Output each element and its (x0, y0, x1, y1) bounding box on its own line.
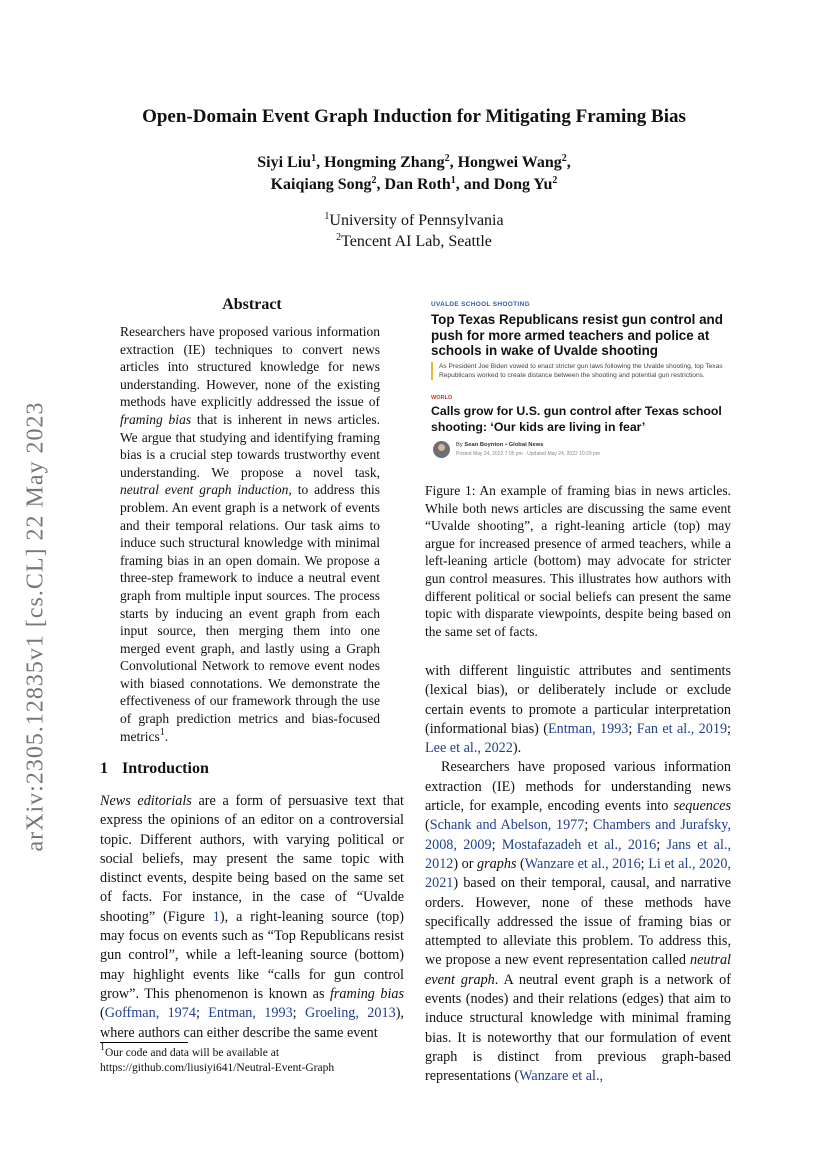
body-text: ; (292, 1005, 305, 1022)
byline-outlet: Global News (508, 442, 544, 448)
figure-headline-left-leaning: Calls grow for U.S. gun control after Texas school shooting: ‘Our kids are living in fear’ (431, 404, 722, 434)
figure-caption: Figure 1: An example of framing bias in news articles. While both news articles are discussing the same event “Uvalde shooting”, a right-leaning article (top) may argue for increased presence of armed teachers, while a left-leaning article (bottom) may advocate for stricter gun control measures. This illustrates how authors with different political or social beliefs can present the same topic with disparate viewpoints, despite being based on the same set of facts. (425, 483, 731, 639)
affiliation (0, 231, 828, 252)
body-text: ; (195, 1005, 209, 1022)
intro-paragraph (100, 792, 404, 1043)
body-text: ) based on their temporal, causal, and narrative orders. However, none of these methods have specifically addressed the issue of framing bias or attempted to alleviate this problem. To address this, we propose a new event representation called (425, 875, 731, 969)
body-text: ; (628, 720, 637, 737)
figure-dates: Posted May 24, 2022 7:05 pm · Updated May 24, 2022 10:29 pm (456, 451, 600, 457)
section-title: Introduction (122, 760, 209, 777)
body-text: Researchers have proposed various information extraction (IE) methods for understanding news article, for example, encoding events into (425, 759, 731, 815)
section-heading (100, 760, 209, 778)
affil-name: Tencent AI Lab, Seattle (341, 233, 492, 250)
figure-1-news-screenshots (427, 296, 737, 466)
author: Dong Yu (493, 176, 553, 193)
figure-byline (456, 442, 543, 448)
author: Hongming Zhang (324, 154, 445, 171)
section-number: 1 (100, 760, 108, 777)
figure-headline-right-leaning: Top Texas Republicans resist gun control and push for more armed teachers and police at schools in wake of Uvalde shooting (431, 312, 723, 358)
footnote (100, 1042, 404, 1076)
citation-link[interactable]: Mostafazadeh et al., 2016 (501, 836, 657, 853)
citation-link[interactable]: Wanzare et al., 2016 (524, 855, 641, 872)
body-text: ; (656, 836, 667, 853)
body-text: ), where authors can either describe the same event (100, 1005, 404, 1041)
emphasis: News editorials (100, 793, 192, 809)
emphasis: neutral event graph (425, 952, 731, 988)
author: Siyi Liu (257, 154, 312, 171)
body-text: ). (512, 740, 522, 757)
footnote-link[interactable]: 1 (159, 726, 165, 738)
paper-title: Open-Domain Event Graph Induction for Mitigating Framing Bias (142, 106, 686, 127)
abstract-emphasis: neutral event graph induction (120, 482, 289, 498)
author-list: Siyi Liu$^1$, Hongming Zhang$^2$, Hongwei Wang$^2$, Kaiqiang Song$^2$, Dan Roth$^1$, and Dong Yu$^2$ (257, 153, 571, 193)
right-column-body (425, 662, 731, 1087)
byline-separator: • (503, 442, 509, 448)
body-text: ( (425, 817, 430, 834)
figure-section-tag: WORLD (431, 395, 453, 401)
paragraph (425, 662, 731, 758)
emphasis: framing bias (329, 985, 404, 1002)
body-text: . A neutral event graph is a network of events (nodes) and their relations (edges) that aim to induce structural knowledge with minimal framing bias. It is noteworthy that our formulation of event graph is distinct from previous graph-based representations ( (425, 971, 731, 1085)
affil-mark: 1 (324, 211, 330, 222)
affil-mark: 2 (336, 232, 342, 243)
citation-link[interactable]: Fan et al., 2019 (636, 720, 728, 737)
abstract-text: , to address this problem. An event graph is a network of events and their temporal relations. Our task aims to induce such structural knowledge with minimal framing bias in an open domain. We propose a three-step framework to induce a neutral event graph from multiple input sources. The process starts by inducing an event graph from each input source, then merging them into one merged event graph, and lastly using a Graph Convolutional Network to remove event nodes with biased connotations. We demonstrate the effectiveness of our framework through the use of graph prediction metrics and bias-focused metrics (120, 482, 380, 744)
author: Hongwei Wang (457, 154, 562, 171)
citation-link[interactable]: Schank and Abelson, 1977 (429, 817, 585, 834)
body-text: ( (516, 855, 525, 872)
citation-link[interactable]: Groeling, 2013 (304, 1005, 396, 1022)
author: Kaiqiang Song (270, 176, 372, 193)
author-affil-mark: 2 (444, 153, 450, 164)
author-avatar (433, 441, 450, 458)
footnote-mark: 1 (100, 1042, 105, 1053)
paragraph (425, 758, 731, 1086)
figure-ref-link[interactable]: 1 (212, 908, 220, 925)
citation-link[interactable]: Wanzare et al., (519, 1068, 604, 1085)
citation-link[interactable]: Entman, 1993 (547, 720, 629, 737)
footnote-text: Our code and data will be available at (105, 1047, 280, 1059)
body-text: ( (100, 1005, 105, 1022)
citation-link[interactable]: Goffman, 1974 (104, 1005, 196, 1022)
emphasis: sequences (673, 798, 731, 815)
author-affil-mark: 2 (371, 175, 377, 186)
abstract-heading: Abstract (222, 296, 282, 313)
body-text: ) or (453, 855, 478, 872)
abstract-text: . (164, 728, 169, 744)
citation-link[interactable]: Chambers and Jurafsky, 2008, 2009 (425, 817, 731, 853)
abstract-text: Researchers have proposed various information extraction (IE) techniques to convert news articles into structured knowledge for news understanding. However, none of the existing methods have explicitly addressed the issue of (120, 324, 380, 410)
body-text: ; (640, 855, 649, 872)
citation-link[interactable]: Jans et al., 2012 (425, 836, 732, 872)
figure-section-tag: UVALDE SCHOOL SHOOTING (431, 301, 530, 308)
emphasis: graphs (477, 855, 517, 872)
body-text: are a form of persuasive text that express the opinions of an editor on a controversial topic. Different authors, with varying political or social beliefs, may present the same topic with distinct events, despite being based on the same set of facts. For instance, in the case of “Uvalde shooting” (Figure (100, 793, 404, 925)
author: Dan Roth (384, 176, 451, 193)
affiliations (0, 210, 828, 252)
arxiv-id: arXiv:2305.12835v1 [cs.CL] 22 May 2023 (22, 401, 49, 851)
author-affil-mark: 2 (561, 153, 567, 164)
author-affil-mark: 2 (552, 175, 558, 186)
byline-prefix: By (456, 442, 465, 448)
body-text: ; (491, 836, 502, 853)
citation-link[interactable]: Lee et al., 2022 (425, 740, 513, 757)
abstract-emphasis: framing bias (120, 411, 192, 427)
footnote-url[interactable]: https://github.com/liusiyi641/Neutral-Event-Graph (100, 1062, 335, 1074)
footnote-rule (100, 1042, 188, 1043)
abstract-body (120, 323, 380, 745)
affiliation (0, 210, 828, 231)
body-text: with different linguistic attributes and sentiments (lexical bias), or deliberately include or exclude certain events to promote a particular interpretation (informational bias) ( (425, 663, 731, 737)
body-text: ), a right-leaning source (top) may focus on events such as “Top Republicans resist gun control”, while a left-leaning source (bottom) may highlight events like “calls for gun control grow”. This phenomenon is known as (100, 908, 404, 1002)
figure-quote: As President Joe Biden vowed to enact stricter gun laws following the Uvalde shooting, top Texas Republicans worked to create distance between the shooting and potential gun restrictions. (431, 362, 739, 380)
arxiv-sidebar-stamp (18, 356, 54, 896)
author-affil-mark: 1 (311, 153, 317, 164)
citation-link[interactable]: Li et al., 2020, 2021 (425, 855, 731, 892)
body-text: ; (727, 720, 731, 737)
abstract-text: that is inherent in news articles. We argue that studying and identifying framing bias is a crucial step towards trustworthy event understanding. We propose a novel task, (120, 411, 381, 480)
citation-link[interactable]: Entman, 1993 (208, 1005, 293, 1022)
author-affil-mark: 1 (450, 175, 456, 186)
byline-author: Sean Boynton (464, 442, 504, 448)
affil-name: University of Pennsylvania (329, 212, 504, 229)
body-text: ; (584, 817, 593, 834)
